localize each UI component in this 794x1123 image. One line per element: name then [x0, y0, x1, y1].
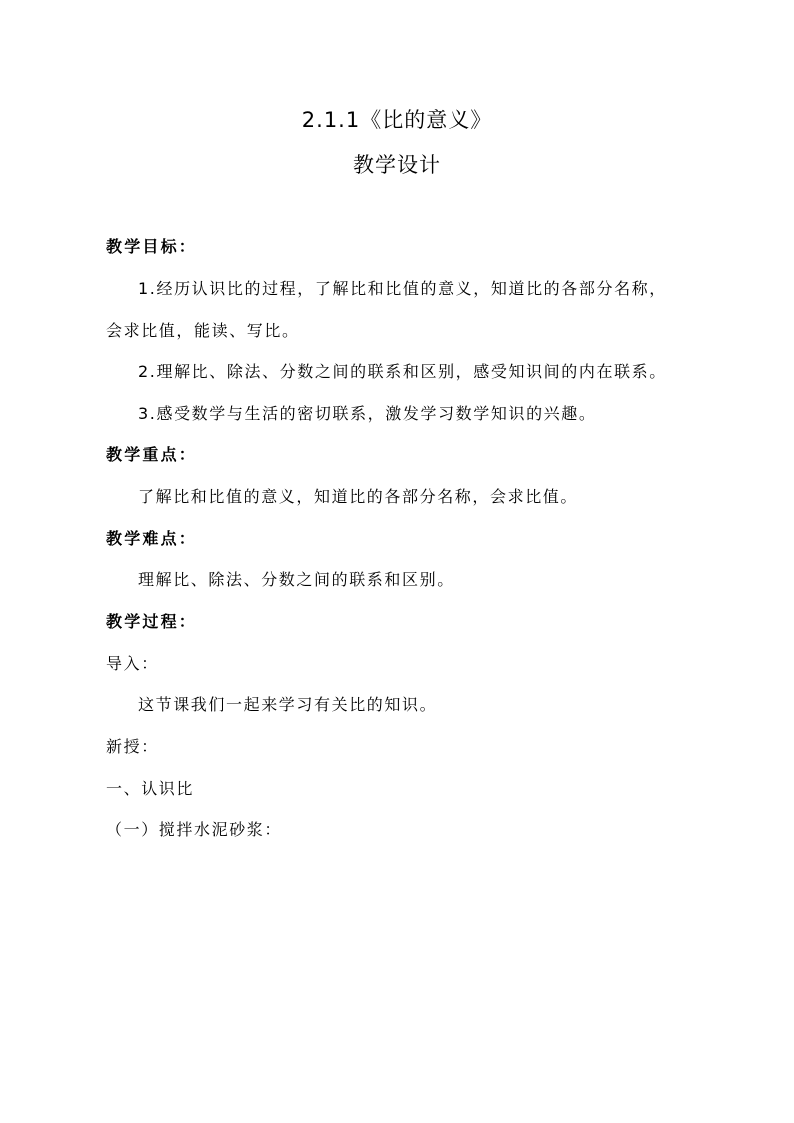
part-one-subheading: （一）搅拌水泥砂浆：	[106, 820, 283, 839]
document-title: 2.1.1《比的意义》	[301, 108, 493, 132]
key-points-heading: 教学重点：	[106, 445, 198, 464]
intro-label: 导入：	[106, 654, 159, 673]
document-subtitle: 教学设计	[353, 153, 441, 177]
difficulties-heading: 教学难点：	[106, 529, 198, 548]
objectives-heading: 教学目标：	[106, 237, 198, 256]
objective-3: 3.感受数学与生活的密切联系，激发学习数学知识的兴趣。	[138, 404, 597, 423]
objective-1-line-1: 1.经历认识比的过程，了解比和比值的意义，知道比的各部分名称，	[138, 279, 667, 298]
difficulties-text: 理解比、除法、分数之间的联系和区别。	[138, 570, 455, 589]
key-points-text: 了解比和比值的意义，知道比的各部分名称，会求比值。	[138, 487, 579, 506]
objective-2: 2.理解比、除法、分数之间的联系和区别，感受知识间的内在联系。	[138, 362, 667, 381]
part-one-heading: 一、认识比	[106, 779, 195, 798]
new-lesson-label: 新授：	[106, 737, 159, 756]
intro-text: 这节课我们一起来学习有关比的知识。	[138, 695, 438, 714]
objective-1-line-2: 会求比值，能读、写比。	[106, 321, 300, 340]
process-heading: 教学过程：	[106, 612, 198, 631]
